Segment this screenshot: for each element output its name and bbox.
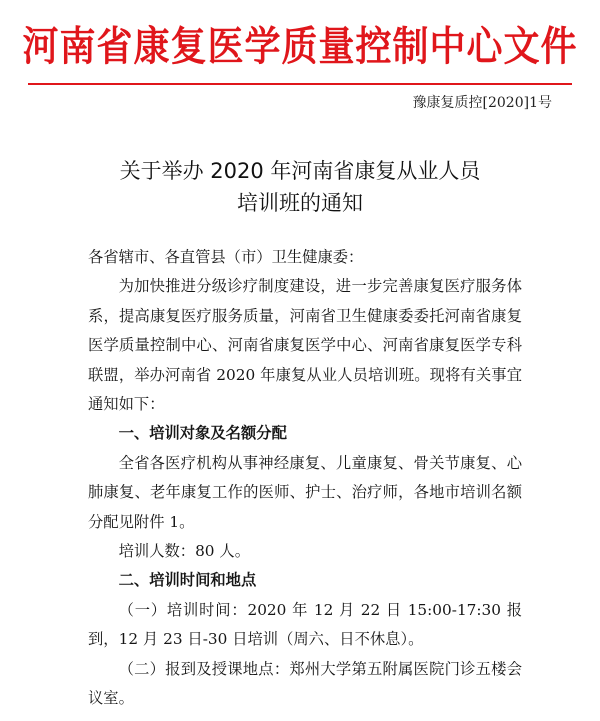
section2-heading: 二、培训时间和地点 [118,571,257,590]
red-divider-rule [28,83,572,85]
section1-count: 培训人数：80 人。 [118,542,250,561]
org-header-title: 河南省康复医学质量控制中心文件 [22,24,578,70]
section1-heading: 一、培训对象及名额分配 [118,424,287,443]
notice-title-line2: 培训班的通知 [237,191,363,215]
section2-time: （一）培训时间：2020 年 12 月 22 日 15:00-17:30 报到，12 月 23 日-30 日培训（周六、日不休息）。 [88,600,522,649]
section2-place: （二）报到及授课地点：郑州大学第五附属医院门诊五楼会议室。 [88,659,522,708]
notice-title-line1: 关于举办 2020 年河南省康复从业人员 [119,159,481,183]
notice-body [88,243,522,714]
section1-paragraph: 全省各医疗机构从事神经康复、儿童康复、骨关节康复、心肺康复、老年康复工作的医师、护士、治疗师，各地市培训名额分配见附件 1。 [88,453,522,531]
intro-paragraph: 为加快推进分级诊疗制度建设，进一步完善康复医疗服务体系，提高康复医疗服务质量，河南省卫生健康委委托河南省康复医学质量控制中心、河南省康复医学中心、河南省康复医学专科联盟，举办河南省 2020 年康复从业人员培训班。现将有关事宜通知如下： [88,277,522,414]
salutation: 各省辖市、各直管县（市）卫生健康委： [88,248,364,266]
document-number: 豫康复质控[2020]1号 [412,95,552,111]
